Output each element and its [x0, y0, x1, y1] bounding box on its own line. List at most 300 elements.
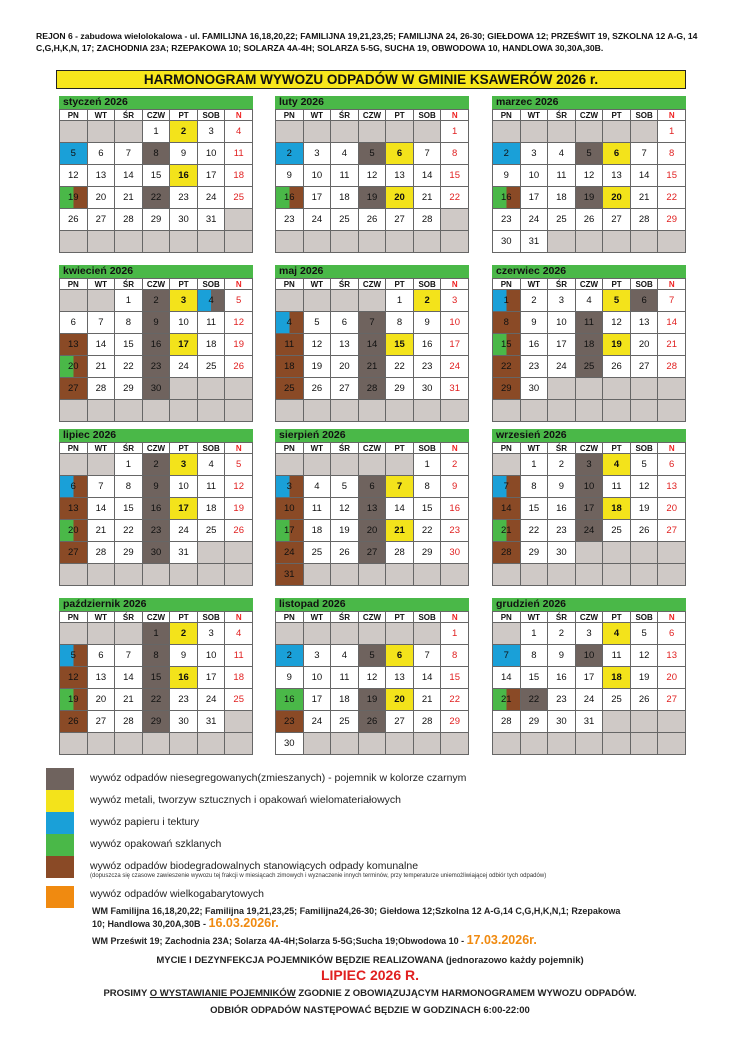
weekday-header: SOB — [414, 443, 442, 454]
day-cell: 5 — [603, 290, 631, 312]
day-cell: 29 — [115, 542, 143, 564]
day-cell: 15 — [521, 498, 549, 520]
empty-cell — [576, 733, 604, 755]
month-title: czerwiec 2026 — [492, 265, 686, 278]
empty-cell — [521, 564, 549, 586]
day-cell: 5 — [60, 143, 88, 165]
day-cell: 3 — [170, 290, 198, 312]
empty-cell — [88, 231, 116, 253]
weekday-header: ŚR — [115, 279, 143, 290]
day-cell: 16 — [548, 667, 576, 689]
day-cell: 12 — [304, 334, 332, 356]
day-cell: 6 — [386, 143, 414, 165]
day-cell: 26 — [631, 520, 659, 542]
day-cell: 22 — [441, 187, 469, 209]
empty-cell — [60, 623, 88, 645]
day-cell: 26 — [225, 520, 253, 542]
empty-cell — [414, 733, 442, 755]
weekday-header: N — [658, 612, 686, 623]
day-cell: 16 — [143, 498, 171, 520]
empty-cell — [631, 378, 659, 400]
weekday-header: WT — [88, 110, 116, 121]
day-cell: 12 — [225, 476, 253, 498]
day-cell: 14 — [658, 312, 686, 334]
day-cell: 11 — [331, 165, 359, 187]
day-cell: 7 — [359, 312, 387, 334]
day-cell: 27 — [658, 520, 686, 542]
day-cell: 31 — [521, 231, 549, 253]
day-cell: 9 — [170, 645, 198, 667]
day-cell: 4 — [331, 143, 359, 165]
bulky-line-3: WM Prześwit 19; Zachodnia 23A; Solarza 4A-4H;Solarza 5-5G;Sucha 19;Obwodowa 10 - — [92, 936, 467, 946]
day-cell: 15 — [521, 667, 549, 689]
day-cell: 13 — [88, 667, 116, 689]
empty-cell — [631, 231, 659, 253]
day-cell: 22 — [521, 520, 549, 542]
day-cell: 16 — [276, 187, 304, 209]
day-cell: 18 — [603, 667, 631, 689]
weekday-header: N — [658, 110, 686, 121]
day-cell: 14 — [386, 498, 414, 520]
day-cell: 23 — [548, 689, 576, 711]
weekday-header: CZW — [143, 279, 171, 290]
day-cell: 30 — [414, 378, 442, 400]
day-cell: 21 — [88, 520, 116, 542]
day-cell: 24 — [170, 520, 198, 542]
empty-cell — [331, 290, 359, 312]
day-cell: 30 — [548, 711, 576, 733]
empty-cell — [225, 400, 253, 422]
day-cell: 6 — [603, 143, 631, 165]
hours-notice: ODBIÓR ODPADÓW NASTĘPOWAĆ BĘDZIE W GODZINACH 6:00-22:00 — [210, 1005, 530, 1016]
day-cell: 28 — [88, 378, 116, 400]
day-cell: 28 — [386, 542, 414, 564]
empty-cell — [386, 231, 414, 253]
day-cell: 11 — [225, 645, 253, 667]
day-cell: 27 — [88, 711, 116, 733]
day-cell: 13 — [88, 165, 116, 187]
day-cell: 26 — [331, 542, 359, 564]
day-cell: 23 — [170, 187, 198, 209]
day-cell: 28 — [414, 209, 442, 231]
empty-cell — [441, 400, 469, 422]
day-cell: 23 — [143, 520, 171, 542]
day-cell: 10 — [441, 312, 469, 334]
day-cell: 17 — [170, 498, 198, 520]
day-cell: 30 — [441, 542, 469, 564]
day-cell: 29 — [386, 378, 414, 400]
empty-cell — [60, 231, 88, 253]
day-cell: 14 — [115, 667, 143, 689]
empty-cell — [658, 711, 686, 733]
day-cell: 17 — [276, 520, 304, 542]
empty-cell — [521, 400, 549, 422]
empty-cell — [603, 542, 631, 564]
weekday-header: SOB — [198, 443, 226, 454]
weekday-header: ŚR — [331, 279, 359, 290]
day-cell: 3 — [276, 476, 304, 498]
month-grid — [275, 109, 469, 253]
empty-cell — [359, 400, 387, 422]
day-cell: 14 — [88, 334, 116, 356]
day-cell: 25 — [548, 209, 576, 231]
empty-cell — [493, 454, 521, 476]
weekday-header: CZW — [143, 443, 171, 454]
day-cell: 8 — [115, 476, 143, 498]
day-cell: 9 — [276, 667, 304, 689]
day-cell: 17 — [304, 689, 332, 711]
day-cell: 22 — [658, 187, 686, 209]
day-cell: 4 — [603, 623, 631, 645]
day-cell: 16 — [521, 334, 549, 356]
empty-cell — [493, 623, 521, 645]
empty-cell — [414, 231, 442, 253]
empty-cell — [170, 733, 198, 755]
day-cell: 13 — [359, 498, 387, 520]
weekday-header: PN — [276, 279, 304, 290]
empty-cell — [359, 564, 387, 586]
day-cell: 25 — [225, 187, 253, 209]
day-cell: 10 — [548, 312, 576, 334]
weekday-header: WT — [88, 612, 116, 623]
empty-cell — [198, 564, 226, 586]
weekday-header: WT — [521, 612, 549, 623]
weekday-header: SOB — [631, 612, 659, 623]
empty-cell — [88, 290, 116, 312]
wash-date-row — [0, 967, 740, 983]
day-cell: 2 — [521, 290, 549, 312]
day-cell: 27 — [603, 209, 631, 231]
day-cell: 28 — [88, 542, 116, 564]
day-cell: 13 — [386, 667, 414, 689]
empty-cell — [576, 378, 604, 400]
bulky-line-2: 10; Handlowa 30,20A,30B - — [92, 919, 209, 929]
weekday-header: PN — [276, 612, 304, 623]
legend-label-paper: wywóz papieru i tektury — [90, 816, 200, 828]
weekday-header: SOB — [631, 110, 659, 121]
day-cell: 19 — [359, 187, 387, 209]
day-cell: 3 — [521, 143, 549, 165]
month-calendar — [275, 429, 469, 586]
empty-cell — [304, 231, 332, 253]
day-cell: 24 — [441, 356, 469, 378]
day-cell: 24 — [548, 356, 576, 378]
month-grid — [275, 611, 469, 755]
day-cell: 3 — [548, 290, 576, 312]
weekday-header: ŚR — [548, 443, 576, 454]
weekday-header: ŚR — [115, 110, 143, 121]
day-cell: 30 — [276, 733, 304, 755]
weekday-header: PT — [386, 612, 414, 623]
empty-cell — [631, 121, 659, 143]
empty-cell — [576, 400, 604, 422]
day-cell: 20 — [658, 667, 686, 689]
day-cell: 20 — [60, 520, 88, 542]
day-cell: 15 — [143, 165, 171, 187]
day-cell: 14 — [359, 334, 387, 356]
month-calendar — [275, 96, 469, 253]
empty-cell — [304, 564, 332, 586]
empty-cell — [170, 400, 198, 422]
empty-cell — [170, 378, 198, 400]
weekday-header: N — [441, 279, 469, 290]
month-calendar — [492, 96, 686, 253]
day-cell: 17 — [170, 334, 198, 356]
day-cell: 8 — [441, 645, 469, 667]
day-cell: 24 — [198, 689, 226, 711]
empty-cell — [304, 290, 332, 312]
day-cell: 22 — [143, 689, 171, 711]
day-cell: 20 — [603, 187, 631, 209]
month-grid — [492, 442, 686, 586]
weekday-header: PT — [170, 612, 198, 623]
empty-cell — [88, 400, 116, 422]
day-cell: 25 — [276, 378, 304, 400]
day-cell: 1 — [143, 121, 171, 143]
month-grid — [59, 611, 253, 755]
day-cell: 20 — [88, 187, 116, 209]
month-grid — [59, 278, 253, 422]
day-cell: 21 — [493, 689, 521, 711]
day-cell: 27 — [88, 209, 116, 231]
request-text-b: ZGODNIE Z OBOWIĄZUJĄCYM HARMONOGRAMEM WYWOZU ODPADÓW. — [295, 988, 637, 999]
day-cell: 21 — [88, 356, 116, 378]
day-cell: 29 — [441, 711, 469, 733]
weekday-header: PN — [276, 110, 304, 121]
day-cell: 13 — [331, 334, 359, 356]
day-cell: 1 — [521, 623, 549, 645]
weekday-header: PT — [603, 110, 631, 121]
empty-cell — [198, 378, 226, 400]
day-cell: 23 — [521, 356, 549, 378]
empty-cell — [225, 378, 253, 400]
day-cell: 7 — [493, 645, 521, 667]
request-notice — [0, 988, 740, 999]
empty-cell — [658, 231, 686, 253]
day-cell: 26 — [60, 209, 88, 231]
day-cell: 3 — [198, 623, 226, 645]
day-cell: 6 — [359, 476, 387, 498]
day-cell: 12 — [576, 165, 604, 187]
day-cell: 15 — [493, 334, 521, 356]
day-cell: 8 — [493, 312, 521, 334]
day-cell: 7 — [115, 645, 143, 667]
day-cell: 13 — [658, 476, 686, 498]
weekday-header: N — [658, 443, 686, 454]
day-cell: 7 — [414, 645, 442, 667]
day-cell: 2 — [170, 121, 198, 143]
month-title: luty 2026 — [275, 96, 469, 109]
day-cell: 7 — [115, 143, 143, 165]
day-cell: 4 — [331, 645, 359, 667]
day-cell: 24 — [304, 209, 332, 231]
empty-cell — [60, 564, 88, 586]
day-cell: 4 — [276, 312, 304, 334]
weekday-header: N — [658, 279, 686, 290]
empty-cell — [603, 564, 631, 586]
day-cell: 13 — [658, 645, 686, 667]
empty-cell — [548, 231, 576, 253]
weekday-header: PN — [60, 443, 88, 454]
wash-notice: MYCIE I DEZYNFEKCJA POJEMNIKÓW BĘDZIE REALIZOWANA (jednorazowo każdy pojemnik) — [156, 955, 584, 966]
month-title: marzec 2026 — [492, 96, 686, 109]
day-cell: 21 — [631, 187, 659, 209]
day-cell: 24 — [170, 356, 198, 378]
empty-cell — [414, 121, 442, 143]
day-cell: 9 — [548, 476, 576, 498]
day-cell: 7 — [88, 476, 116, 498]
day-cell: 15 — [143, 667, 171, 689]
day-cell: 9 — [441, 476, 469, 498]
month-calendar — [275, 265, 469, 422]
day-cell: 21 — [386, 520, 414, 542]
day-cell: 6 — [386, 645, 414, 667]
empty-cell — [304, 121, 332, 143]
empty-cell — [658, 378, 686, 400]
day-cell: 29 — [115, 378, 143, 400]
day-cell: 1 — [414, 454, 442, 476]
weekday-header: WT — [521, 110, 549, 121]
weekday-header: PN — [60, 279, 88, 290]
empty-cell — [603, 121, 631, 143]
empty-cell — [304, 733, 332, 755]
day-cell: 26 — [631, 689, 659, 711]
empty-cell — [115, 733, 143, 755]
empty-cell — [631, 711, 659, 733]
weekday-header: N — [441, 110, 469, 121]
empty-cell — [576, 542, 604, 564]
day-cell: 23 — [548, 520, 576, 542]
day-cell: 2 — [143, 454, 171, 476]
day-cell: 19 — [225, 498, 253, 520]
weekday-header: ŚR — [331, 110, 359, 121]
day-cell: 25 — [198, 356, 226, 378]
day-cell: 25 — [331, 209, 359, 231]
day-cell: 11 — [276, 334, 304, 356]
day-cell: 22 — [115, 520, 143, 542]
day-cell: 25 — [198, 520, 226, 542]
day-cell: 23 — [276, 711, 304, 733]
weekday-header: CZW — [576, 110, 604, 121]
day-cell: 9 — [276, 165, 304, 187]
day-cell: 26 — [304, 378, 332, 400]
day-cell: 12 — [60, 165, 88, 187]
day-cell: 25 — [331, 711, 359, 733]
day-cell: 1 — [115, 290, 143, 312]
empty-cell — [143, 564, 171, 586]
empty-cell — [414, 400, 442, 422]
day-cell: 19 — [60, 689, 88, 711]
day-cell: 6 — [60, 312, 88, 334]
month-grid — [59, 109, 253, 253]
day-cell: 7 — [386, 476, 414, 498]
day-cell: 13 — [386, 165, 414, 187]
day-cell: 5 — [631, 623, 659, 645]
month-grid — [492, 611, 686, 755]
weekday-header: PT — [170, 443, 198, 454]
day-cell: 15 — [115, 498, 143, 520]
empty-cell — [225, 564, 253, 586]
day-cell: 9 — [143, 312, 171, 334]
empty-cell — [331, 454, 359, 476]
month-calendar — [492, 598, 686, 755]
day-cell: 20 — [331, 356, 359, 378]
day-cell: 22 — [441, 689, 469, 711]
day-cell: 17 — [304, 187, 332, 209]
day-cell: 29 — [143, 209, 171, 231]
day-cell: 20 — [359, 520, 387, 542]
empty-cell — [331, 623, 359, 645]
day-cell: 12 — [60, 667, 88, 689]
day-cell: 12 — [603, 312, 631, 334]
month-title: grudzień 2026 — [492, 598, 686, 611]
day-cell: 12 — [331, 498, 359, 520]
month-title: wrzesień 2026 — [492, 429, 686, 442]
weekday-header: PN — [60, 612, 88, 623]
weekday-header: SOB — [414, 279, 442, 290]
weekday-header: ŚR — [548, 612, 576, 623]
empty-cell — [603, 400, 631, 422]
weekday-header: SOB — [631, 443, 659, 454]
day-cell: 5 — [225, 454, 253, 476]
empty-cell — [441, 564, 469, 586]
empty-cell — [386, 623, 414, 645]
day-cell: 24 — [576, 520, 604, 542]
empty-cell — [198, 733, 226, 755]
weekday-header: PT — [170, 279, 198, 290]
day-cell: 25 — [304, 542, 332, 564]
day-cell: 10 — [521, 165, 549, 187]
empty-cell — [276, 623, 304, 645]
weekday-header: PT — [603, 279, 631, 290]
weekday-header: WT — [304, 612, 332, 623]
empty-cell — [331, 733, 359, 755]
weekday-header: CZW — [359, 443, 387, 454]
empty-cell — [198, 542, 226, 564]
day-cell: 15 — [658, 165, 686, 187]
day-cell: 28 — [631, 209, 659, 231]
empty-cell — [225, 209, 253, 231]
day-cell: 20 — [386, 689, 414, 711]
day-cell: 16 — [414, 334, 442, 356]
empty-cell — [276, 290, 304, 312]
day-cell: 27 — [60, 542, 88, 564]
day-cell: 26 — [359, 209, 387, 231]
day-cell: 1 — [493, 290, 521, 312]
day-cell: 28 — [658, 356, 686, 378]
weekday-header: CZW — [143, 110, 171, 121]
day-cell: 19 — [60, 187, 88, 209]
day-cell: 22 — [493, 356, 521, 378]
day-cell: 23 — [143, 356, 171, 378]
day-cell: 30 — [143, 378, 171, 400]
day-cell: 17 — [198, 667, 226, 689]
bulky-schedule-1 — [92, 905, 722, 930]
day-cell: 18 — [576, 334, 604, 356]
empty-cell — [359, 623, 387, 645]
day-cell: 27 — [658, 689, 686, 711]
weekday-header: PT — [603, 443, 631, 454]
empty-cell — [276, 454, 304, 476]
empty-cell — [331, 400, 359, 422]
swatch-paper — [46, 812, 74, 834]
month-title: listopad 2026 — [275, 598, 469, 611]
weekday-header: SOB — [414, 612, 442, 623]
empty-cell — [414, 623, 442, 645]
day-cell: 3 — [576, 623, 604, 645]
day-cell: 16 — [170, 165, 198, 187]
weekday-header: PT — [386, 110, 414, 121]
